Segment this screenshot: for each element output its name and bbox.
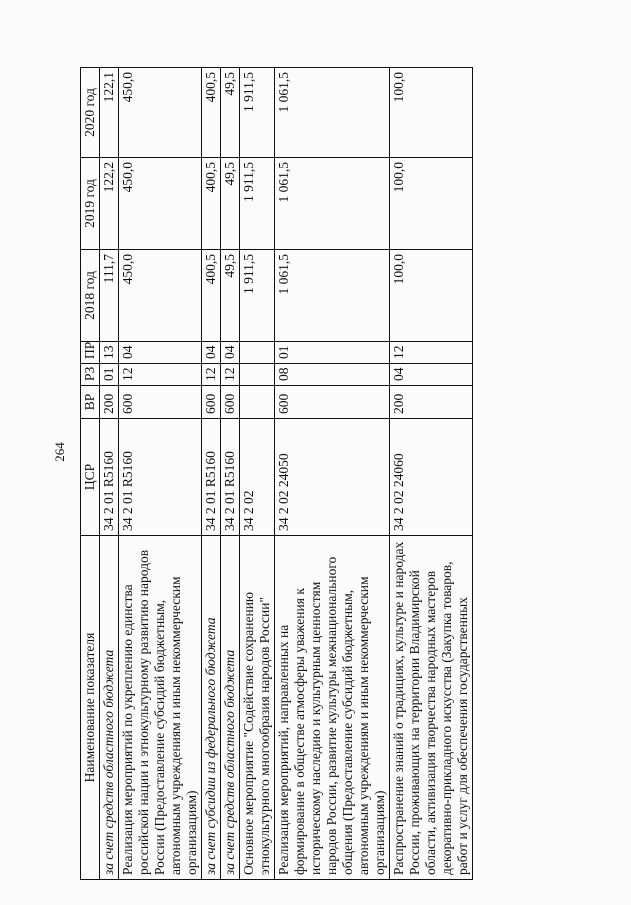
cell-2018: 49,5 [221, 250, 240, 342]
cell-rz: 12 [221, 364, 240, 386]
cell-2018: 450,0 [119, 250, 202, 342]
header-2018: 2018 год [81, 250, 100, 342]
cell-vr: 200 [100, 386, 119, 419]
cell-2020: 400,5 [202, 68, 221, 158]
header-2019: 2019 год [81, 158, 100, 250]
header-pr: ПР [81, 342, 100, 364]
cell-2019: 122,2 [100, 158, 119, 250]
cell-pr: 04 [119, 342, 202, 364]
cell-rz: 01 [100, 364, 119, 386]
cell-2019: 1 911,5 [240, 158, 275, 250]
cell-2020: 122,1 [100, 68, 119, 158]
cell-name: за счет средств областного бюджета [100, 536, 119, 880]
cell-vr: 600 [119, 386, 202, 419]
header-vr: ВР [81, 386, 100, 419]
table-row [100, 68, 119, 880]
budget-table [80, 67, 473, 880]
cell-pr: 01 [275, 342, 390, 364]
table-body [100, 68, 473, 880]
table-row [240, 68, 275, 880]
cell-name: Реализация мероприятий по укреплению единства российской нации и этнокультурному развитию народов России (Предоставление субсидий бюджетным, автономным учреждениям и иным некоммерческим организациям) [119, 536, 202, 880]
cell-vr: 600 [202, 386, 221, 419]
cell-pr: 04 [221, 342, 240, 364]
header-name: Наименование показателя [81, 536, 100, 880]
cell-name: за счет субсидии из федерального бюджета [202, 536, 221, 880]
cell-rz [240, 364, 275, 386]
cell-2019: 49,5 [221, 158, 240, 250]
cell-2020: 49,5 [221, 68, 240, 158]
cell-csr: 34 2 01 R5160 [100, 419, 119, 536]
cell-pr: 12 [390, 342, 473, 364]
table-row [390, 68, 473, 880]
cell-name: за счет средств областного бюджета [221, 536, 240, 880]
header-2020: 2020 год [81, 68, 100, 158]
cell-vr [240, 386, 275, 419]
table-row [275, 68, 390, 880]
cell-vr: 200 [390, 386, 473, 419]
cell-pr: 13 [100, 342, 119, 364]
page-number: 264 [52, 442, 67, 462]
table-row [221, 68, 240, 880]
budget-table-container [80, 68, 628, 880]
cell-vr: 600 [275, 386, 390, 419]
cell-2019: 100,0 [390, 158, 473, 250]
cell-name: Распространение знаний о традициях, культуре и народах России, проживающих на территории Владимирской области, активизация творчества народных мастеров декоративно-прикладного искусства (Закупка товаров, работ и услуг для обеспечения государственных [390, 536, 473, 880]
cell-csr: 34 2 01 R5160 [119, 419, 202, 536]
cell-2018: 111,7 [100, 250, 119, 342]
cell-csr: 34 2 01 R5160 [221, 419, 240, 536]
header-rz: РЗ [81, 364, 100, 386]
cell-2020: 1 911,5 [240, 68, 275, 158]
table-row [202, 68, 221, 880]
cell-rz: 12 [119, 364, 202, 386]
cell-rz: 08 [275, 364, 390, 386]
cell-2018: 400,5 [202, 250, 221, 342]
cell-rz: 12 [202, 364, 221, 386]
cell-name: Основное мероприятие "Содействие сохранению этнокультурного многообразия народов России" [240, 536, 275, 880]
cell-2019: 1 061,5 [275, 158, 390, 250]
cell-pr [240, 342, 275, 364]
cell-csr: 34 2 02 24060 [390, 419, 473, 536]
cell-2018: 100,0 [390, 250, 473, 342]
table-header-row [81, 68, 100, 880]
table-row [119, 68, 202, 880]
cell-2019: 450,0 [119, 158, 202, 250]
cell-2018: 1 911,5 [240, 250, 275, 342]
cell-rz: 04 [390, 364, 473, 386]
header-csr: ЦСР [81, 419, 100, 536]
cell-pr: 04 [202, 342, 221, 364]
cell-2018: 1 061,5 [275, 250, 390, 342]
cell-csr: 34 2 02 [240, 419, 275, 536]
cell-2020: 450,0 [119, 68, 202, 158]
cell-vr: 600 [221, 386, 240, 419]
cell-name: Реализация мероприятий, направленных на формирование в обществе атмосферы уважения к историческому наследию и культурным ценностям народов России, развитие культуры межнационального общения (Предоставление субсидий бюджетным, автономным учреждениям и иным некоммерческим организациям) [275, 536, 390, 880]
cell-csr: 34 2 01 R5160 [202, 419, 221, 536]
cell-2019: 400,5 [202, 158, 221, 250]
cell-2020: 1 061,5 [275, 68, 390, 158]
cell-csr: 34 2 02 24050 [275, 419, 390, 536]
cell-2020: 100,0 [390, 68, 473, 158]
